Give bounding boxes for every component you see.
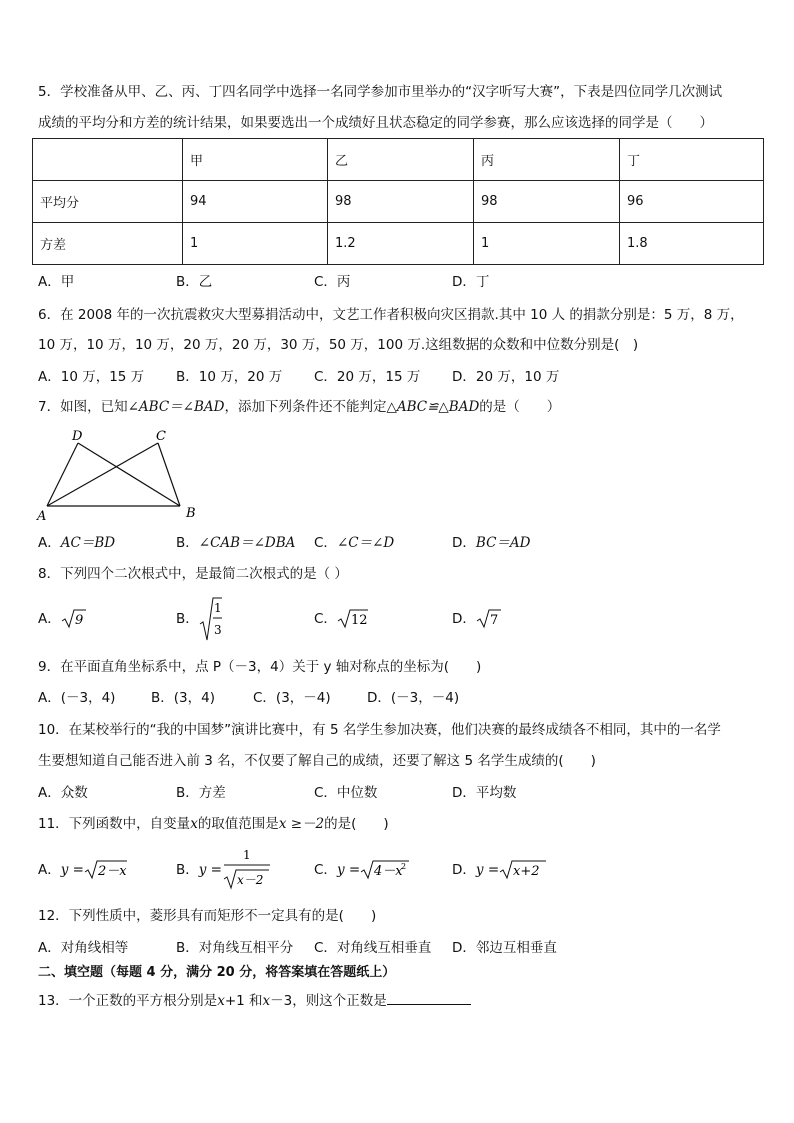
q7-conclusion: △ABC≌△BAD bbox=[386, 399, 480, 415]
option-c[interactable]: C．中位数 bbox=[314, 785, 378, 801]
q7-given: ∠ABC＝∠BAD bbox=[127, 399, 225, 415]
option-c[interactable] bbox=[314, 859, 452, 881]
radicand: x－2 bbox=[237, 873, 264, 887]
option-b[interactable]: B．10 万，20 万 bbox=[176, 369, 283, 385]
option-prefix: D． bbox=[452, 611, 476, 627]
q6-stem-line2: 10 万，10 万，10 万，20 万，20 万，30 万，50 万，100 万.这组数据的众数和中位数分别是( ) bbox=[38, 337, 639, 353]
option-b[interactable]: B．方差 bbox=[176, 785, 226, 801]
segment-bc bbox=[158, 443, 180, 506]
section-title: 二、填空题（每题 4 分，满分 20 分，将答案填在答题纸上） bbox=[38, 965, 396, 980]
q11-stem-a: 11．下列函数中，自变量 bbox=[38, 816, 191, 832]
label-c: C bbox=[156, 429, 166, 444]
q5-stem-line1: 5．学校准备从甲、乙、丙、丁四名同学中选择一名同学参加市里举办的“汉字听写大赛”，下表是四位同学几次测试 bbox=[38, 84, 723, 100]
table-cell: 甲 bbox=[183, 139, 328, 181]
q9-stem: 9．在平面直角坐标系中，点 P（－3，4）关于 y 轴对称点的坐标为( ) bbox=[38, 659, 482, 675]
option-d[interactable]: D．丁 bbox=[452, 274, 490, 290]
table-cell: 96 bbox=[620, 181, 764, 223]
q11-condition: x ≥－2 bbox=[278, 816, 325, 832]
option-c[interactable]: C．(3，－4) bbox=[253, 690, 331, 706]
option-math: AC＝BD bbox=[60, 535, 116, 551]
option-a[interactable] bbox=[38, 532, 176, 554]
q6-options bbox=[38, 366, 559, 388]
q12-options bbox=[38, 937, 557, 959]
radicand: x+2 bbox=[513, 864, 540, 879]
radical-sign bbox=[499, 859, 547, 881]
option-prefix: D． bbox=[452, 535, 476, 551]
option-d[interactable] bbox=[452, 859, 547, 881]
q13-expr1-rest: +1 和 bbox=[224, 993, 263, 1009]
q11-options bbox=[38, 845, 547, 891]
radical-sign bbox=[476, 608, 502, 630]
q6-stem-line1: 6．在 2008 年的一次抗震救灾大型募捐活动中，文艺工作者积极向灾区捐款.其中 10 人 的捐款分别是：5 万，8 万， bbox=[38, 307, 744, 323]
q11-var: x bbox=[190, 816, 198, 832]
q7-suffix: 的是（ ） bbox=[479, 399, 561, 415]
radical-sign bbox=[360, 859, 410, 881]
option-b[interactable]: B．乙 bbox=[176, 274, 213, 290]
q10-stem-line2: 生要想知道自己能否进入前 3 名，不仅要了解自己的成绩，还要了解这 5 名学生成绩的( ) bbox=[38, 753, 596, 769]
table-cell: 98 bbox=[474, 181, 620, 223]
radical-sign bbox=[199, 596, 223, 642]
option-d[interactable]: D．邻边互相垂直 bbox=[452, 940, 557, 956]
y-equals: y = bbox=[336, 862, 361, 878]
denominator: 3 bbox=[213, 623, 222, 637]
radicand: 9 bbox=[74, 613, 84, 628]
option-b[interactable] bbox=[176, 845, 314, 891]
table-row bbox=[33, 139, 764, 181]
option-b[interactable] bbox=[176, 532, 314, 554]
exponent: 2 bbox=[401, 862, 407, 871]
table-cell: 丁 bbox=[620, 139, 764, 181]
option-a[interactable] bbox=[38, 608, 176, 630]
option-a[interactable]: A．(－3，4) bbox=[38, 690, 116, 706]
option-prefix: A． bbox=[38, 862, 61, 878]
option-c[interactable] bbox=[314, 608, 452, 630]
option-prefix: A． bbox=[38, 535, 61, 551]
option-d[interactable]: D．(－3，－4) bbox=[367, 690, 460, 706]
table-cell: 94 bbox=[183, 181, 328, 223]
option-math: ∠CAB＝∠DBA bbox=[198, 535, 296, 551]
option-d[interactable] bbox=[452, 532, 530, 554]
y-equals: y = bbox=[60, 862, 84, 878]
option-c[interactable] bbox=[314, 532, 452, 554]
radicand: 2－x bbox=[97, 864, 127, 879]
segment-bd bbox=[78, 443, 180, 506]
option-c[interactable]: C．丙 bbox=[314, 274, 351, 290]
table-cell bbox=[33, 139, 183, 181]
option-prefix: B． bbox=[176, 611, 199, 627]
q11-stem bbox=[38, 814, 389, 834]
table-cell: 98 bbox=[328, 181, 474, 223]
table-cell: 1.8 bbox=[620, 223, 764, 265]
q13-expr1-var: x bbox=[217, 993, 225, 1009]
q8-stem: 8．下列四个二次根式中，是最简二次根式的是（ ） bbox=[38, 566, 348, 582]
q10-options bbox=[38, 782, 516, 804]
numerator: 1 bbox=[213, 601, 222, 615]
option-prefix: B． bbox=[176, 535, 199, 551]
table-cell: 1.2 bbox=[328, 223, 474, 265]
radical-sign bbox=[61, 608, 87, 630]
q5-options bbox=[38, 271, 489, 293]
q5-score-table bbox=[32, 138, 764, 265]
option-prefix: C． bbox=[314, 862, 337, 878]
q11-stem-b: 的取值范围是 bbox=[197, 816, 279, 832]
y-equals: y = bbox=[475, 862, 500, 878]
option-a[interactable]: A．甲 bbox=[38, 274, 75, 290]
q10-stem-line1: 10．在某校举行的“我的中国梦”演讲比赛中，有 5 名学生参加决赛，他们决赛的最终成绩各不相同，其中的一名学 bbox=[38, 722, 721, 738]
table-row bbox=[33, 181, 764, 223]
q8-options bbox=[38, 596, 502, 644]
option-b[interactable]: B．(3，4) bbox=[151, 690, 215, 706]
radical-sign bbox=[84, 859, 128, 881]
radicand: 4－x bbox=[374, 864, 403, 879]
option-d[interactable]: D．平均数 bbox=[452, 785, 517, 801]
option-c[interactable]: C．20 万，15 万 bbox=[314, 369, 421, 385]
option-prefix: C． bbox=[314, 611, 337, 627]
q7-prefix: 7．如图，已知 bbox=[38, 399, 128, 415]
q7-options bbox=[38, 532, 530, 554]
table-cell: 平均分 bbox=[33, 181, 183, 223]
answer-blank[interactable] bbox=[387, 990, 471, 1005]
option-a[interactable] bbox=[38, 859, 176, 881]
option-math: ∠C＝∠D bbox=[336, 535, 395, 551]
option-c[interactable]: C．对角线互相垂直 bbox=[314, 940, 432, 956]
q12-stem: 12．下列性质中，菱形具有而矩形不一定具有的是( ) bbox=[38, 908, 377, 924]
radicand: 12 bbox=[350, 613, 368, 628]
table-cell: 1 bbox=[183, 223, 328, 265]
q7-middle: ，添加下列条件还不能判定 bbox=[224, 399, 387, 415]
table-cell: 乙 bbox=[328, 139, 474, 181]
option-prefix: B． bbox=[176, 862, 199, 878]
option-a[interactable]: A．10 万，15 万 bbox=[38, 369, 145, 385]
q5-stem-line2: 成绩的平均分和方差的统计结果，如果要选出一个成绩好且状态稳定的同学参赛，那么应该选择的同学是（ ） bbox=[38, 115, 713, 131]
segment-ac bbox=[47, 443, 158, 506]
fraction bbox=[222, 845, 272, 891]
q7-triangle-figure bbox=[34, 428, 204, 524]
option-prefix: C． bbox=[314, 535, 337, 551]
option-a[interactable]: A．对角线相等 bbox=[38, 940, 129, 956]
table-row bbox=[33, 223, 764, 265]
label-b: B bbox=[186, 506, 196, 521]
q13-expr2-var: x bbox=[262, 993, 271, 1009]
q9-options bbox=[38, 687, 459, 709]
numerator: 1 bbox=[243, 848, 251, 862]
option-d[interactable]: D．20 万，10 万 bbox=[452, 369, 560, 385]
table-cell: 1 bbox=[474, 223, 620, 265]
table-cell: 方差 bbox=[33, 223, 183, 265]
radicand: 7 bbox=[489, 613, 499, 628]
option-a[interactable]: A．众数 bbox=[38, 785, 88, 801]
y-equals: y = bbox=[198, 862, 222, 878]
option-d[interactable] bbox=[452, 608, 502, 630]
option-prefix: A． bbox=[38, 611, 61, 627]
radical-sign bbox=[337, 608, 369, 630]
q13-expr2-rest: －3，则这个正数是 bbox=[270, 993, 387, 1009]
table-cell: 丙 bbox=[474, 139, 620, 181]
option-prefix: D． bbox=[452, 862, 476, 878]
q13-stem bbox=[38, 990, 471, 1011]
label-a: A bbox=[37, 509, 47, 524]
option-b[interactable] bbox=[176, 596, 314, 642]
option-math: BC＝AD bbox=[475, 535, 531, 551]
label-d: D bbox=[72, 429, 83, 444]
q7-stem bbox=[38, 397, 560, 417]
option-b[interactable]: B．对角线互相平分 bbox=[176, 940, 294, 956]
q13-stem-a: 13．一个正数的平方根分别是 bbox=[38, 993, 218, 1009]
q11-stem-c: 的是( ) bbox=[324, 816, 389, 832]
